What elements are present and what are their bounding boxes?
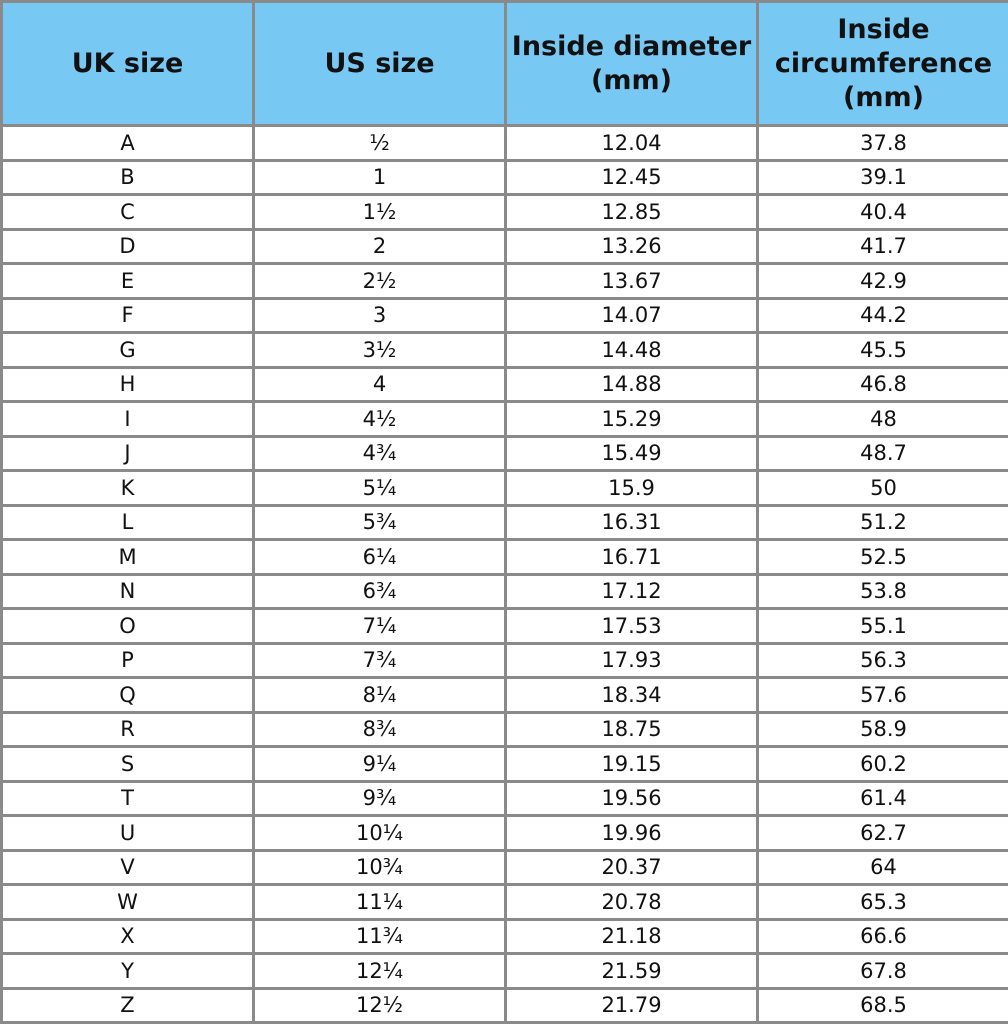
cell-us-size: 11¼ <box>254 885 506 920</box>
cell-inside-circumference: 41.7 <box>758 229 1008 264</box>
cell-us-size: 10¾ <box>254 850 506 885</box>
cell-us-size: 4¾ <box>254 436 506 471</box>
cell-inside-diameter: 14.88 <box>506 367 758 402</box>
table-row <box>2 471 1008 506</box>
cell-uk-size: I <box>2 402 254 437</box>
cell-us-size: 5¼ <box>254 471 506 506</box>
cell-inside-circumference: 68.5 <box>758 988 1008 1023</box>
header-inside-circumference-line-2: circumference <box>774 47 993 79</box>
cell-inside-circumference: 67.8 <box>758 954 1008 989</box>
cell-inside-diameter: 12.85 <box>506 195 758 230</box>
cell-uk-size: X <box>2 919 254 954</box>
cell-inside-diameter: 12.04 <box>506 126 758 161</box>
table-row <box>2 264 1008 299</box>
cell-inside-circumference: 42.9 <box>758 264 1008 299</box>
cell-uk-size: O <box>2 609 254 644</box>
header-row <box>2 2 1008 126</box>
cell-us-size: 2½ <box>254 264 506 299</box>
cell-us-size: ½ <box>254 126 506 161</box>
table-row <box>2 540 1008 575</box>
table-row <box>2 747 1008 782</box>
cell-uk-size: F <box>2 298 254 333</box>
cell-us-size: 6¼ <box>254 540 506 575</box>
cell-inside-circumference: 37.8 <box>758 126 1008 161</box>
cell-inside-circumference: 48 <box>758 402 1008 437</box>
cell-inside-diameter: 14.07 <box>506 298 758 333</box>
cell-inside-diameter: 16.31 <box>506 505 758 540</box>
cell-uk-size: N <box>2 574 254 609</box>
header-inside-circumference-line-3: (mm) <box>843 81 924 113</box>
cell-inside-circumference: 52.5 <box>758 540 1008 575</box>
table-row <box>2 229 1008 264</box>
table-row <box>2 333 1008 368</box>
cell-uk-size: H <box>2 367 254 402</box>
table-row <box>2 436 1008 471</box>
cell-us-size: 8¾ <box>254 712 506 747</box>
cell-us-size: 9¾ <box>254 781 506 816</box>
table-row <box>2 919 1008 954</box>
cell-inside-circumference: 40.4 <box>758 195 1008 230</box>
cell-inside-circumference: 53.8 <box>758 574 1008 609</box>
cell-uk-size: J <box>2 436 254 471</box>
cell-inside-diameter: 13.26 <box>506 229 758 264</box>
table-row <box>2 850 1008 885</box>
cell-inside-diameter: 21.18 <box>506 919 758 954</box>
cell-uk-size: C <box>2 195 254 230</box>
cell-uk-size: E <box>2 264 254 299</box>
cell-inside-circumference: 39.1 <box>758 160 1008 195</box>
cell-uk-size: Z <box>2 988 254 1023</box>
cell-inside-diameter: 19.56 <box>506 781 758 816</box>
cell-us-size: 11¾ <box>254 919 506 954</box>
cell-inside-circumference: 44.2 <box>758 298 1008 333</box>
cell-inside-diameter: 18.34 <box>506 678 758 713</box>
cell-uk-size: G <box>2 333 254 368</box>
cell-uk-size: P <box>2 643 254 678</box>
header-inside-circumference-line-1: Inside <box>837 13 930 45</box>
table-row <box>2 609 1008 644</box>
header-inside-circumference <box>758 2 1008 126</box>
cell-us-size: 10¼ <box>254 816 506 851</box>
cell-us-size: 9¼ <box>254 747 506 782</box>
table-header <box>2 2 1008 126</box>
cell-inside-circumference: 48.7 <box>758 436 1008 471</box>
cell-uk-size: S <box>2 747 254 782</box>
cell-uk-size: U <box>2 816 254 851</box>
cell-uk-size: W <box>2 885 254 920</box>
cell-inside-circumference: 57.6 <box>758 678 1008 713</box>
cell-inside-circumference: 56.3 <box>758 643 1008 678</box>
cell-us-size: 7¾ <box>254 643 506 678</box>
cell-inside-circumference: 45.5 <box>758 333 1008 368</box>
cell-us-size: 3½ <box>254 333 506 368</box>
cell-inside-diameter: 16.71 <box>506 540 758 575</box>
cell-inside-diameter: 17.53 <box>506 609 758 644</box>
cell-inside-circumference: 55.1 <box>758 609 1008 644</box>
header-inside-diameter-line-1: Inside diameter <box>511 30 752 62</box>
cell-inside-diameter: 21.79 <box>506 988 758 1023</box>
cell-inside-diameter: 21.59 <box>506 954 758 989</box>
table-row <box>2 126 1008 161</box>
cell-us-size: 6¾ <box>254 574 506 609</box>
table-row <box>2 885 1008 920</box>
header-us-size-line: US size <box>324 47 435 79</box>
cell-inside-circumference: 65.3 <box>758 885 1008 920</box>
cell-inside-circumference: 58.9 <box>758 712 1008 747</box>
cell-inside-diameter: 20.78 <box>506 885 758 920</box>
header-inside-diameter <box>506 2 758 126</box>
table-row <box>2 988 1008 1023</box>
table-row <box>2 781 1008 816</box>
header-uk-size <box>2 2 254 126</box>
cell-inside-diameter: 19.15 <box>506 747 758 782</box>
cell-inside-diameter: 19.96 <box>506 816 758 851</box>
table-row <box>2 816 1008 851</box>
cell-inside-diameter: 15.29 <box>506 402 758 437</box>
cell-us-size: 4 <box>254 367 506 402</box>
table-row <box>2 505 1008 540</box>
cell-inside-circumference: 50 <box>758 471 1008 506</box>
cell-inside-diameter: 14.48 <box>506 333 758 368</box>
table-row <box>2 402 1008 437</box>
table-body <box>2 126 1008 1023</box>
cell-inside-circumference: 62.7 <box>758 816 1008 851</box>
cell-uk-size: T <box>2 781 254 816</box>
cell-us-size: 4½ <box>254 402 506 437</box>
cell-us-size: 3 <box>254 298 506 333</box>
cell-us-size: 1 <box>254 160 506 195</box>
table-row <box>2 712 1008 747</box>
header-inside-diameter-line-2: (mm) <box>591 64 672 96</box>
cell-inside-circumference: 46.8 <box>758 367 1008 402</box>
cell-inside-circumference: 60.2 <box>758 747 1008 782</box>
cell-inside-circumference: 61.4 <box>758 781 1008 816</box>
cell-uk-size: V <box>2 850 254 885</box>
table-row <box>2 643 1008 678</box>
cell-us-size: 5¾ <box>254 505 506 540</box>
cell-inside-diameter: 13.67 <box>506 264 758 299</box>
cell-uk-size: D <box>2 229 254 264</box>
cell-us-size: 1½ <box>254 195 506 230</box>
table-row <box>2 298 1008 333</box>
table-row <box>2 367 1008 402</box>
cell-us-size: 12½ <box>254 988 506 1023</box>
table-row <box>2 160 1008 195</box>
cell-inside-diameter: 17.12 <box>506 574 758 609</box>
cell-inside-circumference: 66.6 <box>758 919 1008 954</box>
cell-us-size: 7¼ <box>254 609 506 644</box>
cell-us-size: 8¼ <box>254 678 506 713</box>
cell-inside-diameter: 15.49 <box>506 436 758 471</box>
cell-uk-size: Y <box>2 954 254 989</box>
header-us-size <box>254 2 506 126</box>
cell-inside-diameter: 20.37 <box>506 850 758 885</box>
cell-inside-circumference: 64 <box>758 850 1008 885</box>
cell-uk-size: K <box>2 471 254 506</box>
cell-inside-diameter: 15.9 <box>506 471 758 506</box>
table-row <box>2 195 1008 230</box>
cell-inside-diameter: 17.93 <box>506 643 758 678</box>
cell-us-size: 12¼ <box>254 954 506 989</box>
cell-uk-size: L <box>2 505 254 540</box>
cell-inside-diameter: 12.45 <box>506 160 758 195</box>
cell-inside-circumference: 51.2 <box>758 505 1008 540</box>
table-row <box>2 954 1008 989</box>
cell-uk-size: M <box>2 540 254 575</box>
cell-us-size: 2 <box>254 229 506 264</box>
table-row <box>2 574 1008 609</box>
cell-uk-size: A <box>2 126 254 161</box>
header-uk-size-line: UK size <box>71 47 184 79</box>
table-row <box>2 678 1008 713</box>
cell-uk-size: R <box>2 712 254 747</box>
cell-uk-size: B <box>2 160 254 195</box>
cell-uk-size: Q <box>2 678 254 713</box>
cell-inside-diameter: 18.75 <box>506 712 758 747</box>
